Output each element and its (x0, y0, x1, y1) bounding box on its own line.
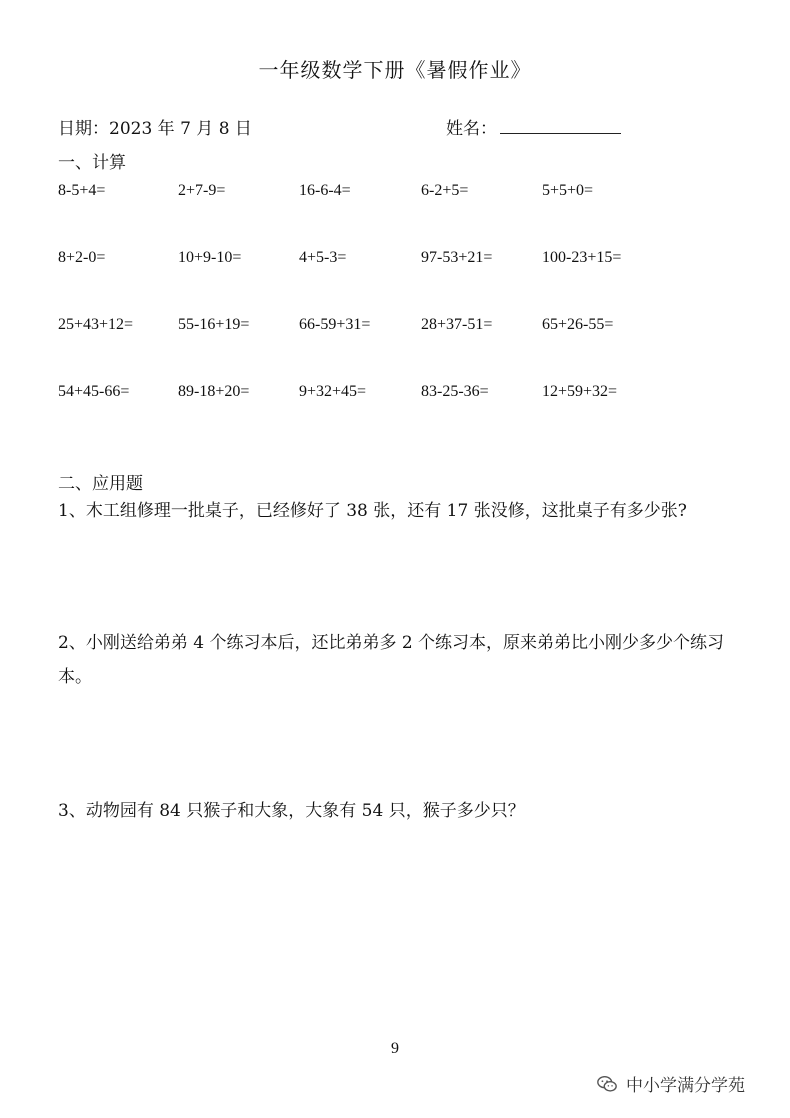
page-number: 9 (391, 1040, 399, 1057)
calc-item: 8-5+4= (58, 182, 106, 199)
calc-item: 4+5-3= (299, 249, 347, 266)
calc-item: 8+2-0= (58, 249, 106, 266)
calc-item: 55-16+19= (178, 316, 250, 333)
calc-item: 54+45-66= (58, 383, 130, 400)
watermark-text: 中小学满分学苑 (626, 1076, 745, 1096)
calc-item: 5+5+0= (542, 182, 594, 199)
word-problem-2: 2、小刚送给弟弟 4 个练习本后，还比弟弟多 2 个练习本，原来弟弟比小刚少多少个练习本。 (58, 633, 725, 687)
calc-item: 100-23+15= (542, 249, 622, 266)
calc-item: 65+26-55= (542, 316, 614, 333)
calc-item: 66-59+31= (299, 316, 371, 333)
calc-item: 97-53+21= (421, 249, 493, 266)
wechat-icon (596, 1073, 618, 1095)
calc-item: 89-18+20= (178, 383, 250, 400)
calc-item: 6-2+5= (421, 182, 469, 199)
calc-item: 12+59+32= (542, 383, 618, 400)
calc-item: 28+37-51= (421, 316, 493, 333)
calc-item: 9+32+45= (299, 383, 367, 400)
calc-item: 10+9-10= (178, 249, 242, 266)
calc-item: 2+7-9= (178, 182, 226, 199)
calc-item: 83-25-36= (421, 383, 489, 400)
apply-section-heading: 二、应用题 (58, 474, 143, 494)
date-text: 日期：2023 年 7 月 8 日 (58, 119, 252, 139)
calc-item: 25+43+12= (58, 316, 134, 333)
word-problem-1: 1、木工组修理一批桌子，已经修好了 38 张，还有 17 张没修，这批桌子有多少张? (58, 501, 687, 521)
name-blank-line (500, 133, 621, 134)
name-label: 姓名： (446, 119, 497, 139)
word-problem-3: 3、动物园有 84 只猴子和大象，大象有 54 只，猴子多少只？ (58, 801, 525, 821)
calc-item: 16-6-4= (299, 182, 351, 199)
page-title: 一年级数学下册《暑假作业》 (258, 58, 532, 82)
watermark (596, 1071, 745, 1096)
calc-section-heading: 一、计算 (58, 153, 126, 173)
